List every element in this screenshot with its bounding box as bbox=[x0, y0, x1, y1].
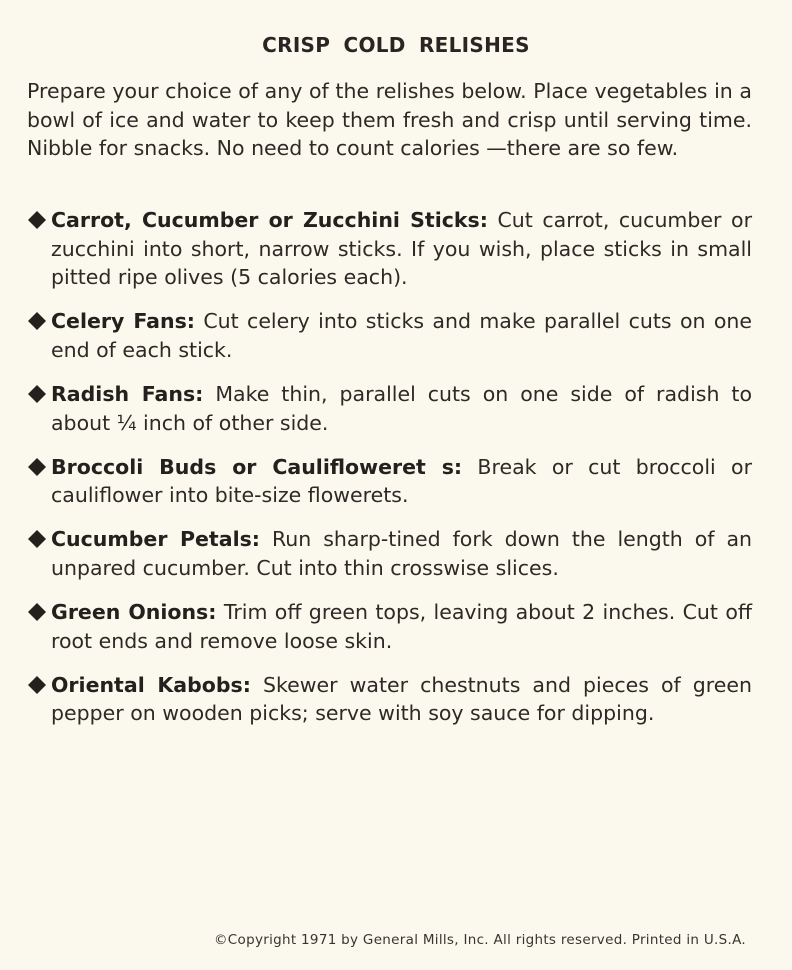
page-title: CRISP COLD RELISHES bbox=[262, 33, 530, 57]
relish-list bbox=[27, 206, 752, 743]
item-name: Carrot, Cucumber or Zucchini Sticks: bbox=[51, 208, 488, 232]
diamond-icon bbox=[27, 529, 47, 549]
item-text: Cut celery into sticks and make parallel cuts on one end of each stick. bbox=[51, 309, 752, 362]
item-text: Cut carrot, cucumber or zucchini into short, narrow sticks. If you wish, place sticks in small pitted ripe olives (5 calories each). bbox=[51, 208, 752, 290]
item-text: Make thin, parallel cuts on one side of radish to about ¼ inch of other side. bbox=[51, 381, 752, 435]
item-name: Radish Fans: bbox=[51, 381, 204, 406]
diamond-icon bbox=[27, 384, 47, 404]
list-item bbox=[27, 206, 752, 292]
item-text: Run sharp-tined fork down the length of an unpared cucumber. Cut into thin crosswise slices. bbox=[51, 527, 752, 580]
diamond-icon bbox=[27, 602, 47, 622]
copyright-notice: ©Copyright 1971 by General Mills, Inc. All rights reserved. Printed in U.S.A. bbox=[213, 932, 746, 948]
list-item bbox=[27, 307, 752, 364]
diamond-icon bbox=[27, 457, 47, 477]
item-name: Green Onions: bbox=[51, 600, 217, 625]
item-name: Oriental Kabobs: bbox=[51, 672, 251, 697]
diamond-icon bbox=[27, 311, 47, 331]
diamond-icon bbox=[27, 675, 47, 695]
list-item bbox=[27, 525, 752, 582]
item-name: Celery Fans: bbox=[51, 309, 195, 334]
diamond-icon bbox=[27, 210, 47, 230]
item-text: Break or cut broccoli or cauliflower into bite-size flowerets. bbox=[51, 454, 752, 508]
list-item bbox=[27, 453, 752, 510]
item-text: Skewer water chestnuts and pieces of green pepper on wooden picks; serve with soy sauce for dipping. bbox=[51, 672, 752, 726]
list-item bbox=[27, 380, 752, 437]
list-item bbox=[27, 598, 752, 655]
item-text: Trim off green tops, leaving about 2 inches. Cut off root ends and remove loose skin. bbox=[51, 600, 752, 653]
item-name: Broccoli Buds or Caulifloweret s: bbox=[51, 454, 463, 479]
intro-paragraph: Prepare your choice of any of the relishes below. Place vegetables in a bowl of ice and water to keep them fresh and crisp until serving time. Nibble for snacks. No need to count calories —there are so few. bbox=[27, 79, 752, 161]
item-name: Cucumber Petals: bbox=[51, 527, 260, 552]
list-item bbox=[27, 671, 752, 728]
